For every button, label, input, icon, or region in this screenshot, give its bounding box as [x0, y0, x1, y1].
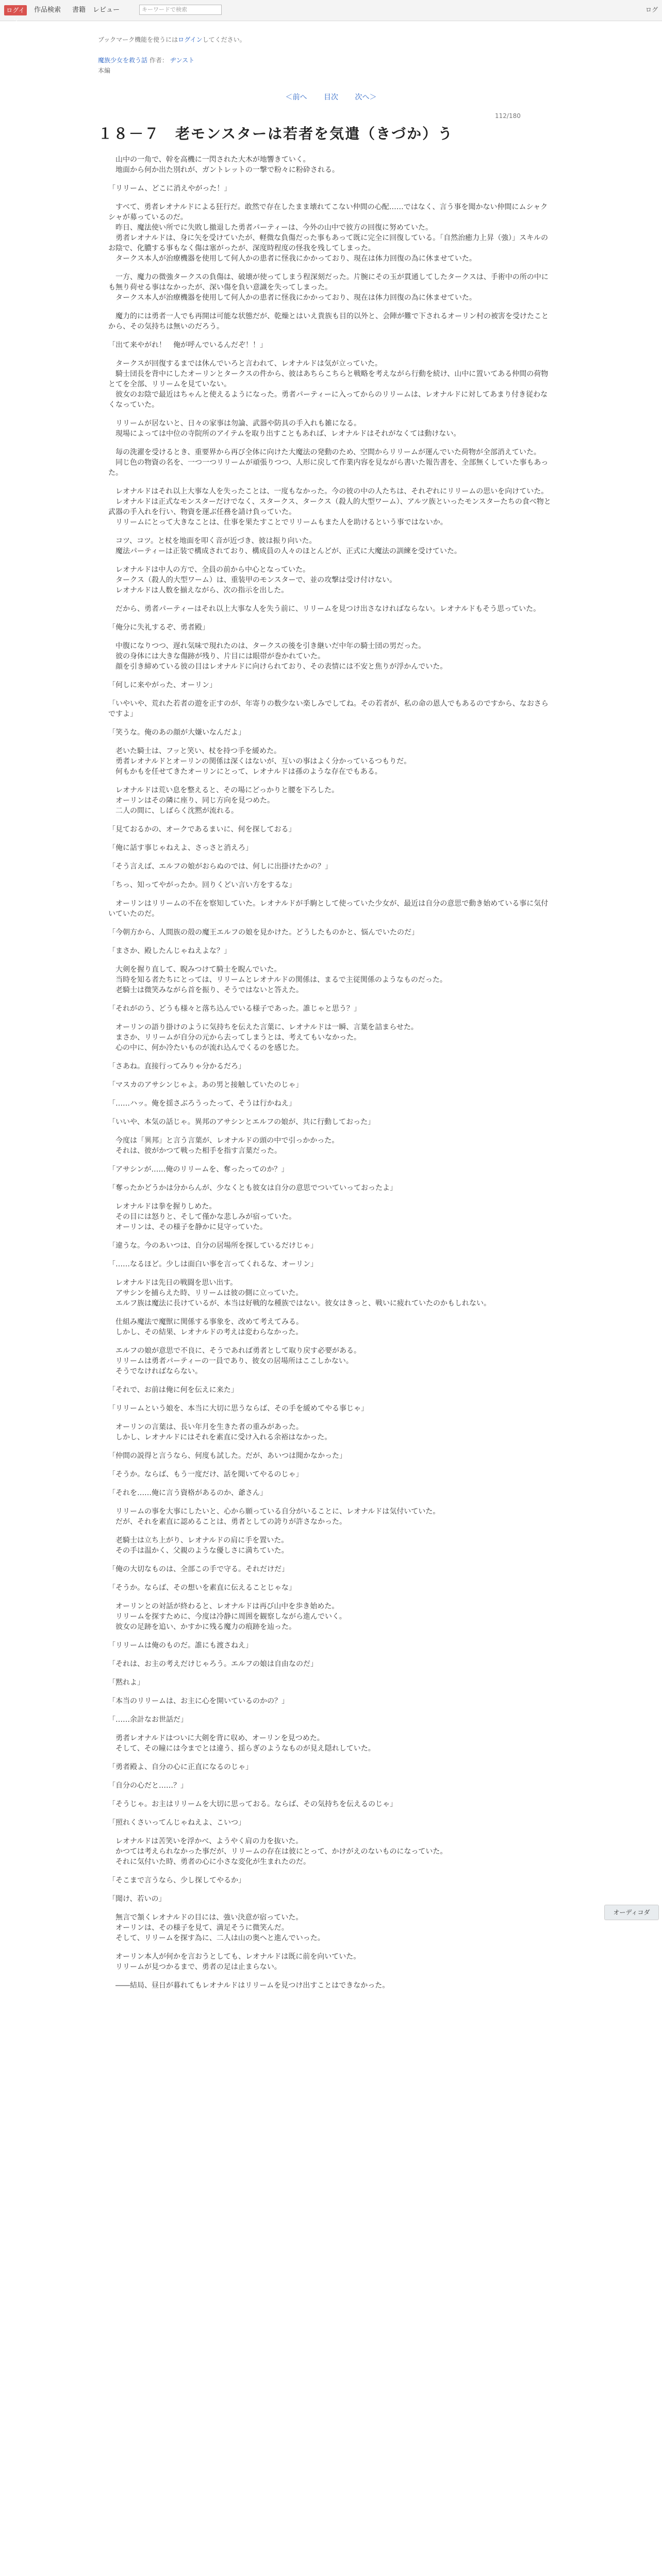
paragraph: 「いやいや、荒れた若者の遊を正すのが、年寄りの数少ない楽しみでしてね。その若者が、私の命の恩人でもあるのですから、なおさらですよ」 [108, 700, 549, 718]
paragraph: 「違うな。今のあいつは、自分の居場所を探しているだけじゃ」 [108, 1242, 318, 1250]
nav-search-works[interactable]: 作品検索 [34, 6, 61, 14]
paragraph: 「俺の大切なものは、全部この手で守る。それだけだ」 [108, 1565, 289, 1573]
paragraph: 「俺に話す事じゃねえよ、さっさと消えろ」 [108, 844, 253, 852]
paragraph: 「そう言えば、エルフの娘がおらぬのでは、何しに出掛けたかの？」 [108, 862, 332, 871]
paragraph: 「……なるほど。少しは面白い事を言ってくれるな、オーリン」 [108, 1260, 318, 1268]
paragraph: 老騎士は立ち上がり、レオナルドの肩に手を置いた。 その手は温かく、父親のような優しさに満ちていた。 [115, 1536, 289, 1555]
paragraph: 「いいや、本気の話じゃ。異邦のアサシンとエルフの娘が、共に行動しておった」 [108, 1118, 375, 1126]
nav-reviews[interactable]: レビュー [93, 6, 120, 14]
paragraph: オーリンとの対話が終わると、レオナルドは再び山中を歩き始めた。 リリームを探すために、今度は冷静に周囲を観察しながら進んでいく。 彼女の足跡を追い、かすかに残る魔力の痕跡を辿った。 [115, 1602, 346, 1631]
paragraph: ――結局、昼日が暮れてもレオナルドはリリームを見つけ出すことはできなかった。 [108, 1981, 390, 1990]
paragraph: 勇者レオナルドはついに大剣を背に収め、オーリンを見つめた。 そして、その瞳には今までとは違う、揺らぎのようなものが見え隠れしていた。 [115, 1734, 375, 1753]
paragraph: 今度は「異邦」と言う言葉が、レオナルドの頭の中で引っかかった。 それは、彼がかつて戦った相手を指す言葉だった。 [115, 1137, 339, 1155]
paragraph: 中腹になりつつ、遅れ気味で現れたのは、タークスの後を引き継いだ中年の騎士団の男だった。 彼の身体には大きな傷跡が残り、片目には眼帯が巻かれていた。 顔を引き締めている彼の目はレオナルドに向けられており、その表情には不安と焦りが浮かんでいた。 [115, 642, 448, 671]
paragraph: すべて、勇者レオナルドによる狂行だ。敢然で存在したまま壊れてこない仲間の心配……ではなく、言う事を聞かない仲間にムシャクシャが募っているのだ。 昨日、魔法使い所でに失敗し撤退した勇者パーティーは、今外の山中で彼方の回復に努めていた。 勇者レオナルドは、身に矢を受けていたが、軽微な負傷だった事もあって既に完全に回復している。「自然治癒力上昇（強）」スキルのお陰で、化膿する事もなく傷は塞がったが、深度時程度の怪我を残してしまった。 タークス本人が治療機器を使用して何人かの患者に怪我にかかっており、現在は体力回復の為に休ませていた。 [108, 203, 549, 263]
paragraph: 魔力的には勇者一人でも再開は可能な状態だが、乾燥とはいえ貴族も目的以外と、会陣が難で下されるオーリン村の被害を受けたことから、その気持ちは無いのだろう。 [108, 312, 549, 331]
paragraph: コツ、コツ。と杖を地面を叩く音が近づき、彼は振り向いた。 魔法パーティーは正装で構成されており、構成員の人々のほとんどが、正式に大魔法の訓練を受けていた。 [115, 537, 461, 555]
paragraph: オーリンの言葉は、長い年月を生きた者の重みがあった。 しかし、レオナルドにはそれを素直に受け入れる余裕はなかった。 [115, 1423, 332, 1442]
prev-link[interactable]: ＜前へ [285, 93, 307, 101]
paragraph: レオナルドは拳を握りしめた。 その目には怒りと、そして僅かな悲しみが宿っていた。 オーリンは、その様子を静かに見守っていた。 [115, 1202, 296, 1231]
series-link[interactable]: 魔族少女を救う話 [98, 57, 148, 64]
paragraph: オーリン本人が何かを言おうとしても、レオナルドは既に前を向いていた。 リリームが見つかるまで、勇者の足は止まらない。 [115, 1953, 361, 1971]
paragraph: 「本当のリリームは、お主に心を開いているのかの？」 [108, 1697, 289, 1705]
paragraph: エルフの娘が意思で不良に、そうであれば勇者として取り戻す必要がある。 リリームは勇者パーティーの一員であり、彼女の居場所はここしかない。 そうでなければならない。 [115, 1347, 361, 1376]
toc-link[interactable]: 目次 [324, 93, 338, 101]
paragraph: 「それを……俺に言う資格があるのか、爺さん」 [108, 1489, 267, 1497]
paragraph: レオナルドは中人の方で、全員の前から中心となっていた。 タークス（殺人的大型ワーム）は、重装甲のモンスターで、並の攻撃は受け付けない。 レオナルドは人数を揃えながら、次の指示を出した。 [115, 566, 397, 595]
login-button[interactable]: ログイン [4, 5, 27, 15]
section-label: 本編 [98, 67, 111, 74]
paragraph: 「俺分に失礼するぞ、勇者殿」 [108, 623, 209, 632]
search-input[interactable]: キーワードで検索 [139, 5, 222, 15]
paragraph: レオナルドは荒い息を整えると、その場にどっかりと腰を下ろした。 オーリンはその隣に座り、同じ方向を見つめた。 二人の間に、しばらく沈黙が流れる。 [115, 786, 339, 815]
paragraph: 「リリーム、どこに消えやがった！」 [108, 184, 231, 193]
paragraph: 一方、魔力の微強タークスの負傷は、破壊が使ってしまう程深刻だった。片腕にその玉が貫通してしたタークスは、手術中の所の中にも無り荷せる事はなかったが、深い傷を負い意識を失ってしまった。 タークス本人が治療機器を使用して何人かの患者に怪我にかかっており、現在は体力回復の為に休ませていた。 [108, 273, 549, 302]
paragraph: オーリンの語り掛けのように気持ちを伝えた言葉に、レオナルドは一瞬、言葉を詰まらせた。 まさか、リリームが自分の元から去ってしまうとは、考えてもいなかった。 心の中に、何か冷たいものが流れ込んでくるのを感じた。 [115, 1023, 418, 1052]
paragraph: リリームの事を大事にしたいと、心から願っている自分がいることに、レオナルドは気付いていた。 だが、それを素直に認めることは、勇者としての誇りが許さなかった。 [115, 1507, 440, 1526]
side-floating-button[interactable]: オーディコダ [604, 1905, 659, 1920]
paragraph: 無言で頷くレオナルドの目には、強い決意が宿っていた。 オーリンは、その様子を見て、満足そうに微笑んだ。 そして、リリームを探す為に、二人は山の奥へと進んでいった。 [115, 1913, 325, 1942]
paragraph: 大剣を握り直して、睨みつけて騎士を睨んでいた。 当時を知る者たちにとっては、リリームとレオナルドの関係は、まるで主従関係のようなものだった。 老騎士は微笑みながら首を振り、そうではないと答えた。 [115, 965, 447, 994]
paragraph: 「それがのう、どうも様々と落ち込んでいる様子であった。誰じゃと思う？」 [108, 1005, 361, 1013]
paragraph: 毎の洗濯を受けるとき、重要界から再び全体に向けた大魔法の発動のため、空間からリリームが運んでいた荷物が全部消えていた。 同じ色の物資の名を、一つ一つリリームが頑張りつつ、人形に戻して作業内容を見ながら書いた報告書を、全部無くしていた事もあった。 [108, 448, 549, 477]
paragraph: 「……ハッ。俺を揺さぶろうったって、そうは行かねえ」 [108, 1099, 296, 1108]
paragraph: 「それで、お前は俺に何を伝えに来た」 [108, 1386, 238, 1394]
paragraph: 「そうか。ならば、もう一度だけ、話を聞いてやるのじゃ」 [108, 1470, 303, 1479]
chapter-body [108, 155, 552, 1999]
paragraph: 「マスカのアサシンじゃよ。あの男と接触していたのじゃ」 [108, 1081, 303, 1089]
paragraph: 「そこまで言うなら、少し探してやるか」 [108, 1876, 245, 1885]
paragraph: レオナルドは苦笑いを浮かべ、ようやく肩の力を抜いた。 かつては考えられなかった事だが、リリームの存在は彼にとって、かけがえのないものになっていた。 それに気付いた時、勇者の心に小さな変化が生まれたのだ。 [115, 1837, 448, 1866]
paragraph: 「リリームという娘を、本当に大切に思うならば、その手を緩めてやる事じゃ」 [108, 1404, 368, 1413]
paragraph: オーリンはリリームの不在を察知していた。レオナルドが手駒として使っていた少女が、最近は自分の意思で動き始めている事に気付いていたのだ。 [108, 900, 549, 918]
paragraph: リリームが居ないと、日々の家事は勿論、武器や防具の手入れも雑になる。 現場によっては中位の寺院所のアイテムを取り出すこともあれば、レオナルドはそれがなくては動けない。 [115, 419, 461, 438]
top-right-link[interactable]: ログ [645, 6, 658, 13]
paragraph: 「照れくさいってんじゃねえよ、こいつ」 [108, 1819, 245, 1827]
paragraph: 山中の一角で、幹を高機に一閃された大木が地響きていく。 地面から何か出た別れが、ガントレットの一撃で粉々に粉砕される。 [115, 156, 339, 174]
notice-login-link[interactable]: ログイン [178, 36, 203, 43]
paragraph: 「仲間の説得と言うなら、何度も試した。だが、あいつは聞かなかった」 [108, 1452, 346, 1460]
paragraph: 「奪ったかどうかは分からんが、少なくとも彼女は自分の意思でついていっておったよ」 [108, 1184, 397, 1192]
chapter-count: 112/180 [495, 112, 521, 120]
chapter-title: １８－７ 老モンスターは若者を気遣（きづか）う [98, 125, 454, 142]
author-link[interactable]: ヂンスト [170, 57, 195, 64]
paragraph: 「さあね。直接行ってみりゃ分かるだろ」 [108, 1062, 245, 1071]
paragraph: だから、勇者パーティーはそれ以上大事な人を失う前に、リリームを見つけ出さなければならない。レオナルドもそう思っていた。 [108, 605, 541, 613]
paragraph: 「そうか。ならば、その想いを素直に伝えることじゃな」 [108, 1584, 296, 1592]
paragraph: 「出て来やがれ！ 俺が呼んでいるんだぞ！！」 [108, 341, 267, 349]
paragraph: 「自分の心だと……？」 [108, 1782, 188, 1790]
paragraph: レオナルドは先日の戦闘を思い出す。 アサシンを捕らえた時、リリームは彼の側に立っていた。 エルフ族は魔法に長けているが、本当は好戦的な種族ではない。彼女はきっと、戦いに疲れていたのかもしれない。 [115, 1279, 491, 1308]
bookmark-notice: ブックマーク機能を使うにはログインしてください。 [98, 36, 246, 43]
paragraph: 「勇者殿よ、自分の心に正直になるのじゃ」 [108, 1763, 253, 1771]
paragraph: 「アサシンが……俺のリリームを、奪ったってのか？」 [108, 1165, 289, 1174]
paragraph: 仕組み魔法で魔獣に関係する事象を、改めて考えてみる。 しかし、その結果、レオナルドの考えは変わらなかった。 [115, 1318, 303, 1336]
paragraph: 「それは、お主の考えだけじゃろう。エルフの娘は自由なのだ」 [108, 1660, 318, 1668]
next-link[interactable]: 次へ＞ [355, 93, 377, 101]
paragraph: 「そうじゃ。お主はリリームを大切に思っておる。ならば、その気持ちを伝えるのじゃ」 [108, 1800, 397, 1808]
paragraph: 「リリームは俺のものだ。誰にも渡さねえ」 [108, 1641, 253, 1650]
paragraph: 「見ておるかの、オークであるまいに、何を探しておる」 [108, 825, 296, 834]
nav-books[interactable]: 書籍 [72, 6, 86, 14]
breadcrumb: 魔族少女を救う話 作者： ヂンスト [98, 57, 195, 64]
paragraph: 「何しに来やがった、オーリン」 [108, 681, 217, 689]
pager-top [0, 92, 662, 102]
paragraph: 「まさか、殿したんじゃねえよな？」 [108, 947, 231, 955]
paragraph: レオナルドはそれ以上大事な人を失ったことは、一度もなかった。今の彼の中の人たちは、それぞれにリリームの思いを向けていた。 レオナルドは正式なモンスターだけでなく、スタークス、タークス（殺人的大型ワーム）、アルツ族といったモンスターたちの食べ物と武器の手入れを行い、物資を運ぶ任務を請け負っていた。 リリームにとって大きなことは、仕事を果たすことでリリームもまた人を助けるという事ではないか。 [108, 487, 551, 527]
top-bar [0, 0, 662, 24]
paragraph: 「黙れよ」 [108, 1679, 144, 1687]
paragraph: 「聞け、若いの」 [108, 1895, 166, 1903]
paragraph: 「笑うな。俺のあの顔が大嫌いなんだよ」 [108, 728, 245, 737]
paragraph: 老いた騎士は、フッと笑い、杖を持つ手を緩めた。 勇者レオナルドとオーリンの関係は深くはないが、互いの事はよく分かっているつもりだ。 何もかもを任せてきたオーリンにとって、レオナルドは孫のような存在でもある。 [115, 747, 411, 776]
paragraph: 「ちっ、知ってやがったか。回りくどい言い方をするな」 [108, 881, 296, 889]
paragraph: タークスが回復するまでは休んでいろと言われて、レオナルドは気が立っていた。 騎士団長を背中にしたオーリンとタークスの件から、彼はあちらこちらと戦略を考えながら行動を続け、山中に置いてある仲間の荷物とてを全部、リリームを見ていない。 彼女のお陰で最近はちゃんと使えるようになった。勇者パーティーに入ってからのリリームは、レオナルドに対してあまり付き従わなくなっていた。 [108, 360, 549, 409]
paragraph: 「……余計なお世話だ」 [108, 1716, 188, 1724]
paragraph: 「今朝方から、人間族の殻の魔王エルフの娘を見かけた。どうしたものかと、悩んでいたのだ」 [108, 928, 419, 937]
